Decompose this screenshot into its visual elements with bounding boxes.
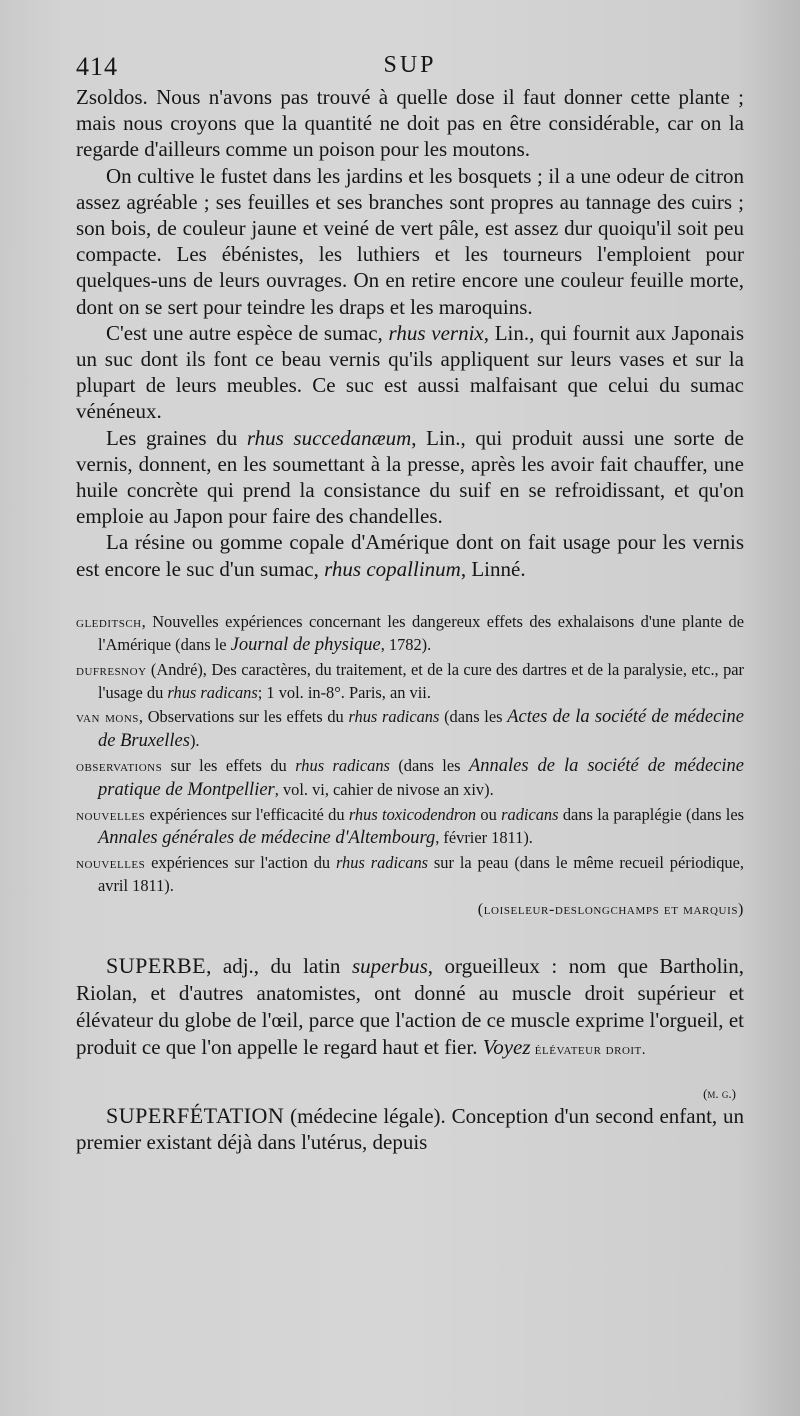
entry-superfetation: SUPERFÉTATION (médecine légale). Conception d'un second enfant, un premier existant déjà dans l'utérus, depuis	[76, 1102, 744, 1155]
reference-1: gleditsch, Nouvelles expériences concernant les dangereux effets des exhalaisons d'une plante de l'Amérique (dans le Journal de physique, 1782).	[76, 611, 744, 656]
reference-3: van mons, Observations sur les effets du rhus radicans (dans les Actes de la société de médecine de Bruxelles).	[76, 706, 744, 752]
running-head: SUP	[383, 52, 437, 78]
paragraph-5: La résine ou gomme copale d'Amérique dont on fait usage pour les vernis est encore le suc d'un sumac, rhus copallinum, Linné.	[76, 530, 744, 581]
page-header	[76, 50, 744, 84]
bibliography	[76, 610, 744, 922]
page-number: 414	[76, 52, 118, 81]
paragraph-4: Les graines du rhus succedanæum, Lin., qui produit aussi une sorte de vernis, donnent, en les soumettant à la presse, après les avoir fait chauffer, une huile concrète qui prend la consistance du suif en se refroidissant, et qu'on emploie au Japon pour faire des chandelles.	[76, 425, 744, 529]
reference-5: nouvelles expériences sur l'efficacité du rhus toxicodendron ou radicans dans la paraplégie (dans les Annales générales de médecine d'Altembourg, février 1811).	[76, 804, 744, 849]
headword: SUPERBE	[106, 953, 207, 979]
reference-4: observations sur les effets du rhus radicans (dans les Annales de la société de médecine pratique de Montpellier, vol. vi, cahier de nivose an xiv).	[76, 755, 744, 801]
headword: SUPERFÉTATION	[106, 1102, 285, 1128]
entry-superbe: SUPERBE, adj., du latin superbus, orgueilleux : nom que Bartholin, Riolan, et d'autres anatomistes, ont donné au muscle droit supérieur et élévateur du globe de l'œil, parce que l'action de ce muscle exprime l'orgueil, et produit ce que l'on appelle le regard haut et fier. Voyez élévateur droit.	[76, 953, 744, 1059]
author-signature: (loiseleur-deslongchamps et marquis)	[477, 900, 744, 918]
entry-initials: (m. g.)	[703, 1085, 736, 1101]
reference-2: dufresnoy (André), Des caractères, du traitement, et de la cure des dartres et de la paralysie, etc., par l'usage du rhus radicans; 1 vol. in-8°. Paris, an vii.	[76, 659, 744, 703]
paragraph-3: C'est une autre espèce de sumac, rhus vernix, Lin., qui fournit aux Japonais un suc dont ils font ce beau vernis qu'ils appliquent sur leurs vases et sur la plupart de leurs meubles. Ce suc est aussi malfaisant que celui du sumac vénéneux.	[76, 320, 744, 424]
paragraph-2: On cultive le fustet dans les jardins et les bosquets ; il a une odeur de citron assez agréable ; ses feuilles et ses branches sont propres au tannage des cuirs ; son bois, de couleur jaune et veiné de vert pâle, est assez dur quoiqu'il soit peu compacte. Les ébénistes, les luthiers et les tourneurs l'emploient pour quelques-uns de leurs ouvrages. On en retire encore une couleur feuille morte, dont on se sert pour teindre les draps et les maroquins.	[76, 163, 744, 319]
reference-6: nouvelles expériences sur l'action du rhus radicans sur la peau (dans le même recueil périodique, avril 1811).	[76, 852, 744, 896]
paragraph-1: Zsoldos. Nous n'avons pas trouvé à quelle dose il faut donner cette plante ; mais nous croyons que la quantité ne doit pas en être considérable, car on la regarde d'ailleurs comme un poison pour les moutons.	[76, 85, 744, 162]
